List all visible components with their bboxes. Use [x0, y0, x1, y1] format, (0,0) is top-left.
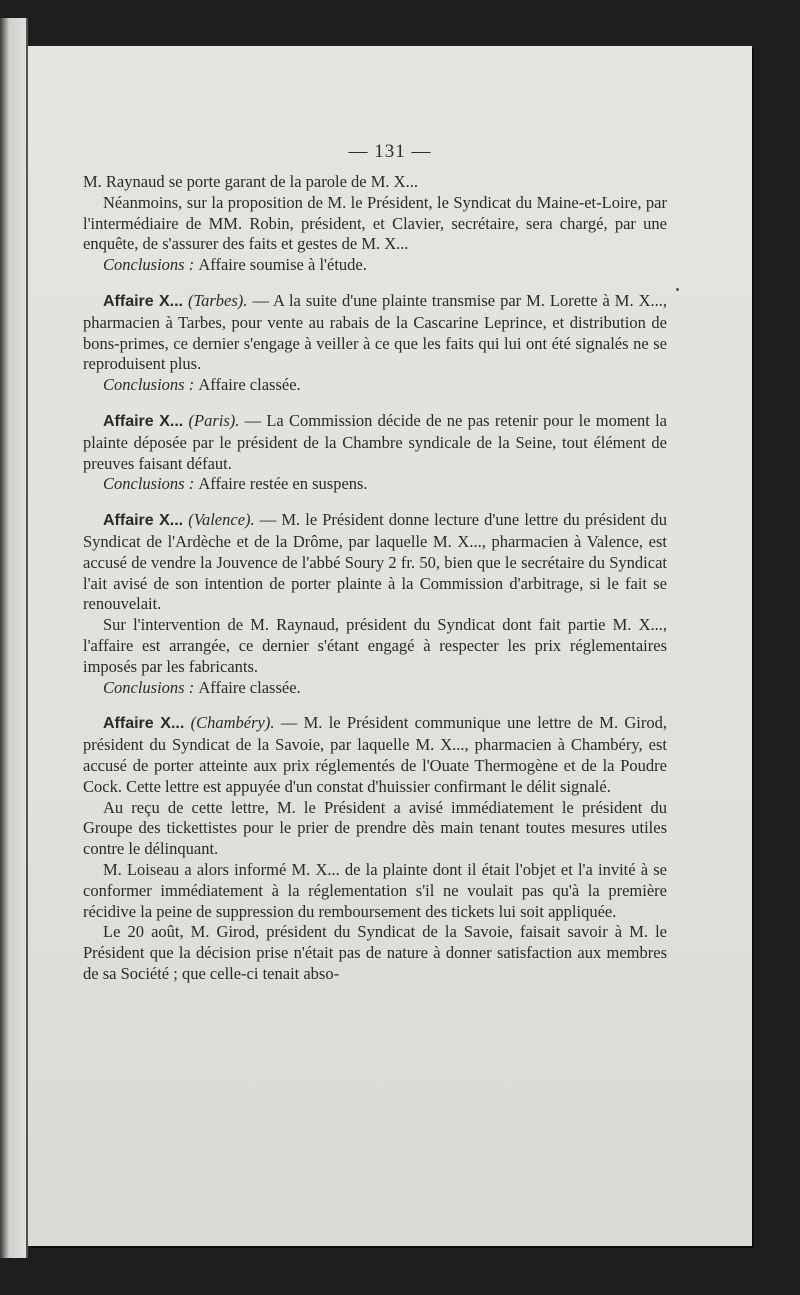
conclusion — [83, 474, 667, 495]
facing-page-edge — [0, 18, 28, 1258]
affaire-location: (Valence). — [188, 510, 255, 530]
conclusion-value: Affaire classée. — [198, 677, 301, 697]
affaire-text: — M. le Président communique une lettre de M. Girod, président du Syndicat de la Savoie, par laquelle M. X..., pharmacien à Chambéry, est accusé de porter atteinte aux prix réglementés de l'Ouate Thermogène et de la Poudre Cock. Cette lettre est appuyée d'un constat d'huissier confirmant le délit signalé. — [83, 713, 667, 796]
conclusion-value: Affaire classée. — [198, 375, 301, 395]
conclusion-value: Affaire soumise à l'étude. — [198, 255, 367, 275]
affaire-location: (Paris). — [188, 410, 240, 430]
affaire-tarbes — [83, 291, 667, 375]
conclusion — [83, 375, 667, 396]
conclusion-label: Conclusions : — [103, 677, 195, 697]
conclusion-label: Conclusions : — [103, 474, 195, 494]
paragraph: Le 20 août, M. Girod, président du Syndicat de la Savoie, faisait savoir à M. le Président que la décision prise n'était pas de nature à donner satisfaction aux membres de sa Société ; que celle-ci tenait abso- — [83, 922, 667, 983]
paragraph: Sur l'intervention de M. Raynaud, président du Syndicat dont fait partie M. X..., l'affaire est arrangée, ce dernier s'étant engagé à respecter les prix réglementaires imposés par les fabricants. — [83, 615, 667, 676]
conclusion-label: Conclusions : — [103, 255, 195, 275]
conclusion — [83, 255, 667, 276]
affaire-location: (Tarbes). — [187, 290, 248, 310]
affaire-location: (Chambéry). — [190, 713, 275, 733]
affaire-chambery — [83, 713, 667, 797]
affaire-title: Affaire X... — [103, 412, 184, 430]
paragraph: M. Loiseau a alors informé M. X... de la plainte dont il était l'objet et l'a invité à se conformer immédiatement à la réglementation s'il ne voulait pas qu'à la première récidive la peine de suppression du remboursement des tickets lui soit appliquée. — [83, 859, 667, 921]
conclusion-value: Affaire restée en suspens. — [198, 474, 368, 494]
page-number: — 131 — — [348, 141, 432, 162]
book-page — [28, 46, 752, 1246]
conclusion-label: Conclusions : — [103, 375, 195, 395]
affaire-paris — [83, 411, 667, 474]
affaire-valence — [83, 510, 667, 615]
conclusion — [83, 678, 667, 699]
affaire-text: — M. le Président donne lecture d'une lettre du président du Syndicat de l'Ardèche et de la Drôme, par laquelle M. X..., pharmacien à Valence, est accusé de vendre la Jouvence de l'abbé Soury 2 fr. 50, bien que le secrétaire du Syndicat l'ait avisé de son intention de porter plainte à la Commission d'arbitrage, si le fait se renouvelait. — [83, 510, 667, 614]
paragraph: Néanmoins, sur la proposition de M. le Président, le Syndicat du Maine-et-Loire, par l'intermédiaire de MM. Robin, président, et Clavier, secrétaire, sera chargé, par une enquête, de s'assurer des faits et gestes de M. X... — [83, 192, 667, 254]
affaire-text: — A la suite d'une plainte transmise par M. Lorette à M. X..., pharmacien à Tarbes, pour vente au rabais de la Cascarine Leprince, et distribution de bons-primes, ce dernier s'engage à veiller à ce que les faits qui lui ont été signalés ne se reproduisent plus. — [83, 290, 667, 374]
page-speck — [676, 288, 679, 291]
body-text — [83, 172, 667, 985]
affaire-title: Affaire X... — [103, 715, 185, 733]
affaire-title: Affaire X... — [103, 512, 184, 530]
affaire-text: — La Commission décide de ne pas retenir pour le moment la plainte déposée par le président de la Chambre syndicale de la Seine, tout élément de preuves faisant défaut. — [83, 410, 667, 473]
paragraph: M. Raynaud se porte garant de la parole de M. X... — [83, 172, 418, 191]
paragraph: Au reçu de cette lettre, M. le Président a avisé immédiatement le président du Groupe des tickettistes pour le prier de prendre dès main tenant toutes mesures utiles contre le délinquant. — [83, 797, 667, 859]
affaire-title: Affaire X... — [103, 292, 183, 310]
